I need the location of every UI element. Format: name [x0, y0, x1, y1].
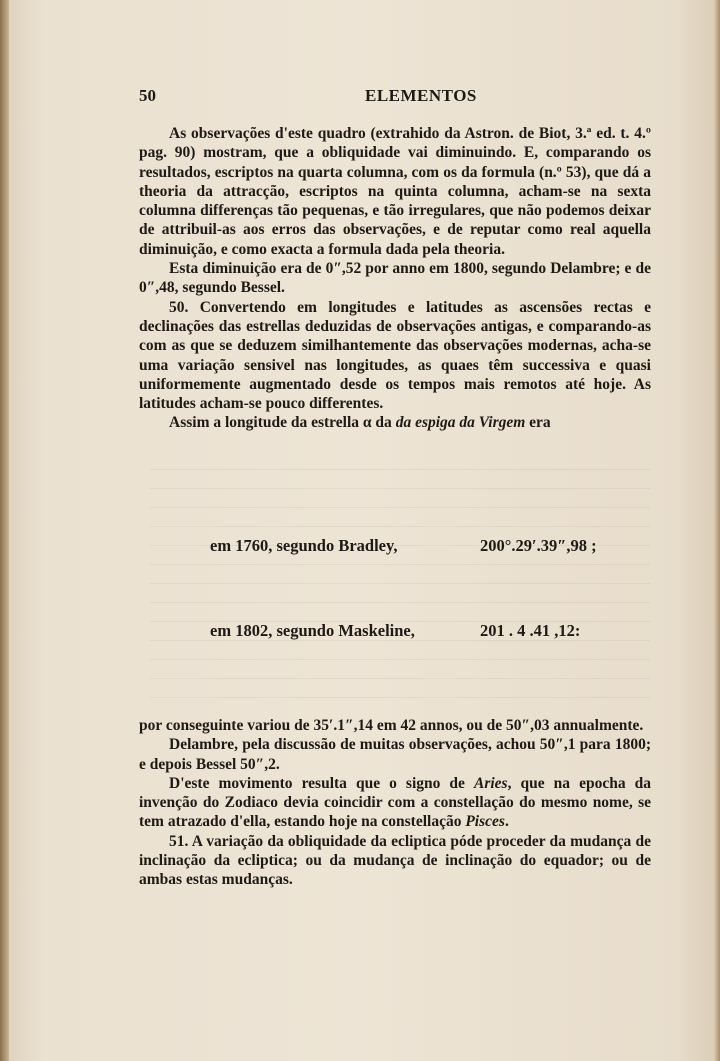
text-block-bottom — [139, 716, 651, 890]
paragraph-variation: por conseguinte variou de 35′.1″,14 em 42 annos, ou de 50″,03 annualmente. — [139, 717, 644, 734]
running-head: ELEMENTOS — [365, 86, 477, 105]
paragraph-aries: D'este movimento resulta que o signo de Aries, que na epocha da invenção do Zodiaco devia coincidir com a constellação do mesmo nome, se tem atrazado d'ella, estando hoje na constellação Pisces. — [139, 774, 651, 831]
star-name: da espiga da Virgem — [395, 414, 526, 432]
paragraph-section-50: 50. Convertendo em longitudes e latitudes as ascensões rectas e declinações das estrellas deduzidas de observações antigas, e comparando-as com as que se deduzem similhantemente das observações modernas, acha-se uma variação sensivel nas longitudes, as quaes têm successiva e quasi uniformemente augmentado desde os tempos mais remotos até hoje. As latitudes acham-se pouco differentes. — [139, 298, 651, 413]
paragraph-observations: As observações d'este quadro (extrahido da Astron. de Biot, 3.ª ed. t. 4.º pag. 90) mostram, que a obliquidade vai diminuindo. E, comparando os resultados, escriptos na quarta columna, com os da formula (n.º 53), que dá a theoria da attracção, escriptos na quinta columna, acham-se na sexta columna differenças tão pequenas, e tão irregulares, que não podemos deixar de attribuil-as aos erros das observações, e de reputar como real aquella diminuição, e como exacta a formula dada pela theoria. — [139, 125, 651, 258]
paragraph-intro-longitude: Assim a longitude da estrella α da da espiga da Virgem era — [169, 414, 551, 432]
page-header — [139, 86, 651, 110]
text-block-top — [139, 124, 651, 433]
longitude-value: 201 . 4 .41 ,12: — [480, 621, 581, 640]
paragraph-delambre: Delambre, pela discussão de muitas observações, achou 50″,1 para 1800; e depois Bessel 50″,2. — [139, 736, 651, 773]
constellation-pisces: Pisces — [465, 813, 505, 831]
page-number: 50 — [139, 86, 156, 105]
longitude-label: em 1802, segundo Maskeline, — [210, 621, 415, 640]
page-left-edge — [0, 0, 9, 1061]
page-right-edge — [714, 0, 720, 1061]
paragraph-diminution: Esta diminuição era de 0″,52 por anno em 1800, segundo Delambre; e de 0″,48, segundo Bessel. — [139, 260, 651, 297]
longitude-label: em 1760, segundo Bradley, — [210, 536, 398, 555]
sign-aries: Aries — [473, 774, 508, 792]
paragraph-section-51: 51. A variação da obliquidade da ecliptica póde proceder da mudança de inclinação da ecliptica; ou da mudança de inclinação do equador; ou de ambas estas mudanças. — [139, 832, 651, 889]
bleed-through-table — [150, 468, 650, 698]
longitude-value: 200°.29′.39″,98 ; — [480, 536, 597, 555]
